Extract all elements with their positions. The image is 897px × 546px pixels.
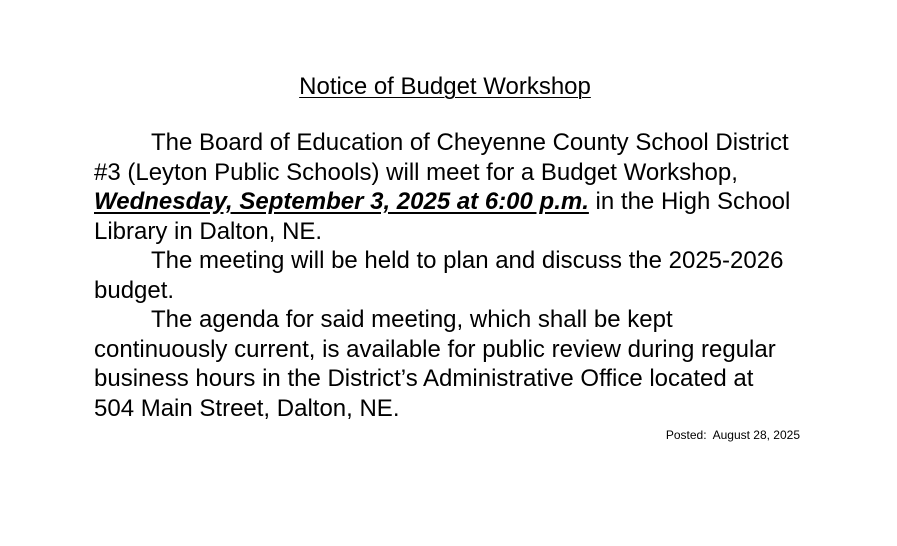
paragraph-1-text-after: in the High School Library in Dalton, NE. — [94, 188, 791, 245]
paragraph-meeting-purpose: The meeting will be held to plan and discuss the 2025-2026 budget. — [94, 247, 784, 304]
posted-stamp — [666, 427, 800, 443]
paragraph-1-text-before: The Board of Education of Cheyenne County School District #3 (Leyton Public Schools) will meet for a Budget Workshop, — [94, 129, 789, 186]
posted-label: Posted: — [665, 428, 707, 442]
paragraph-meeting-announcement — [94, 128, 794, 246]
posted-date: August 28, 2025 — [712, 428, 800, 442]
paragraph-agenda-availability: The agenda for said meeting, which shall be kept continuously current, is available for public review during regular business hours in the District’s Administrative Office located at 504 Main Street, Dalton, NE. — [94, 306, 776, 422]
notice-body — [94, 128, 794, 423]
meeting-date-time: Wednesday, September 3, 2025 at 6:00 p.m. — [94, 188, 589, 215]
page-title: Notice of Budget Workshop — [299, 73, 591, 100]
